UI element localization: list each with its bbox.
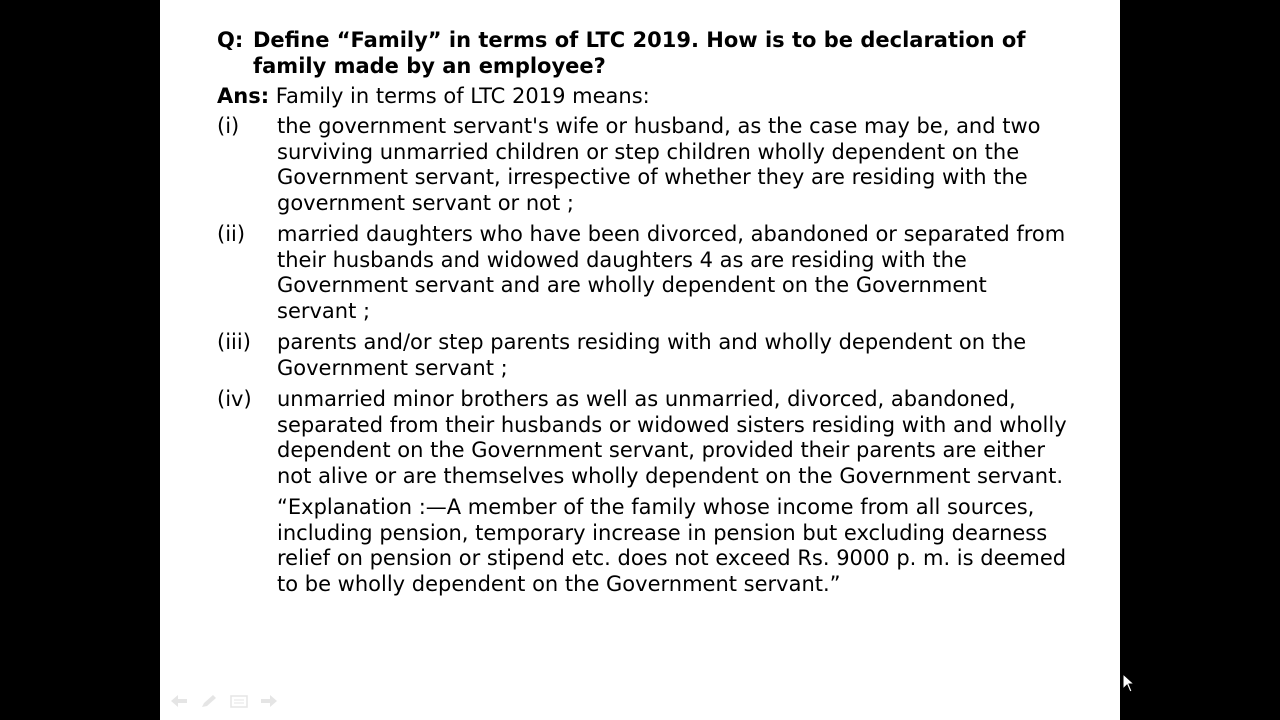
list-item-number: (iv) [217,387,252,411]
list-item-text: married daughters who have been divorced, abandoned or separated from their husbands and widowed daughters 4 as are residing with the Government servant and are wholly dependent on the Government servant ; [277,222,1066,323]
list-item [217,222,1067,324]
list-item-number: (i) [217,114,240,138]
list-item-number: (ii) [217,222,246,246]
list-item-number: (iii) [217,330,251,354]
next-slide-icon[interactable] [260,694,278,708]
slide [160,0,1120,720]
explanation-text: “Explanation :—A member of the family whose income from all sources, including pension, temporary increase in pension but excluding dearness relief on pension or stipend etc. does not exceed Rs. 9000 p. m. is deemed to be wholly dependent on the Government servant.” [277,495,1067,596]
slide-menu-icon[interactable] [230,694,248,708]
list-item [217,114,1067,216]
answer-intro [217,83,1067,109]
slide-content [217,27,1067,597]
pen-icon[interactable] [200,694,218,708]
mouse-cursor-icon [1122,673,1136,693]
list-item [217,330,1067,381]
list-item-text: unmarried minor brothers as well as unmarried, divorced, abandoned, separated from their husbands or widowed sisters residing with and wholly dependent on the Government servant, provided their parents are either not alive or are themselves wholly dependent on the Government servant. [277,387,1067,488]
list-item [217,387,1067,489]
question-text: Define “Family” in terms of LTC 2019. How is to be declaration of family made by an employee? [253,28,1026,78]
previous-slide-icon[interactable] [170,694,188,708]
answer-intro-text: Family in terms of LTC 2019 means: [275,84,650,108]
question-label: Q: [217,28,244,52]
list-item-text: the government servant's wife or husband, as the case may be, and two surviving unmarried children or step children wholly dependent on the Government servant, irrespective of whether they are residing with the government servant or not ; [277,114,1041,215]
answer-label: Ans: [217,84,270,108]
question [217,27,1067,79]
slideshow-nav [170,694,278,708]
definition-list [217,114,1067,489]
list-item-text: parents and/or step parents residing with and wholly dependent on the Government servant ; [277,330,1027,380]
